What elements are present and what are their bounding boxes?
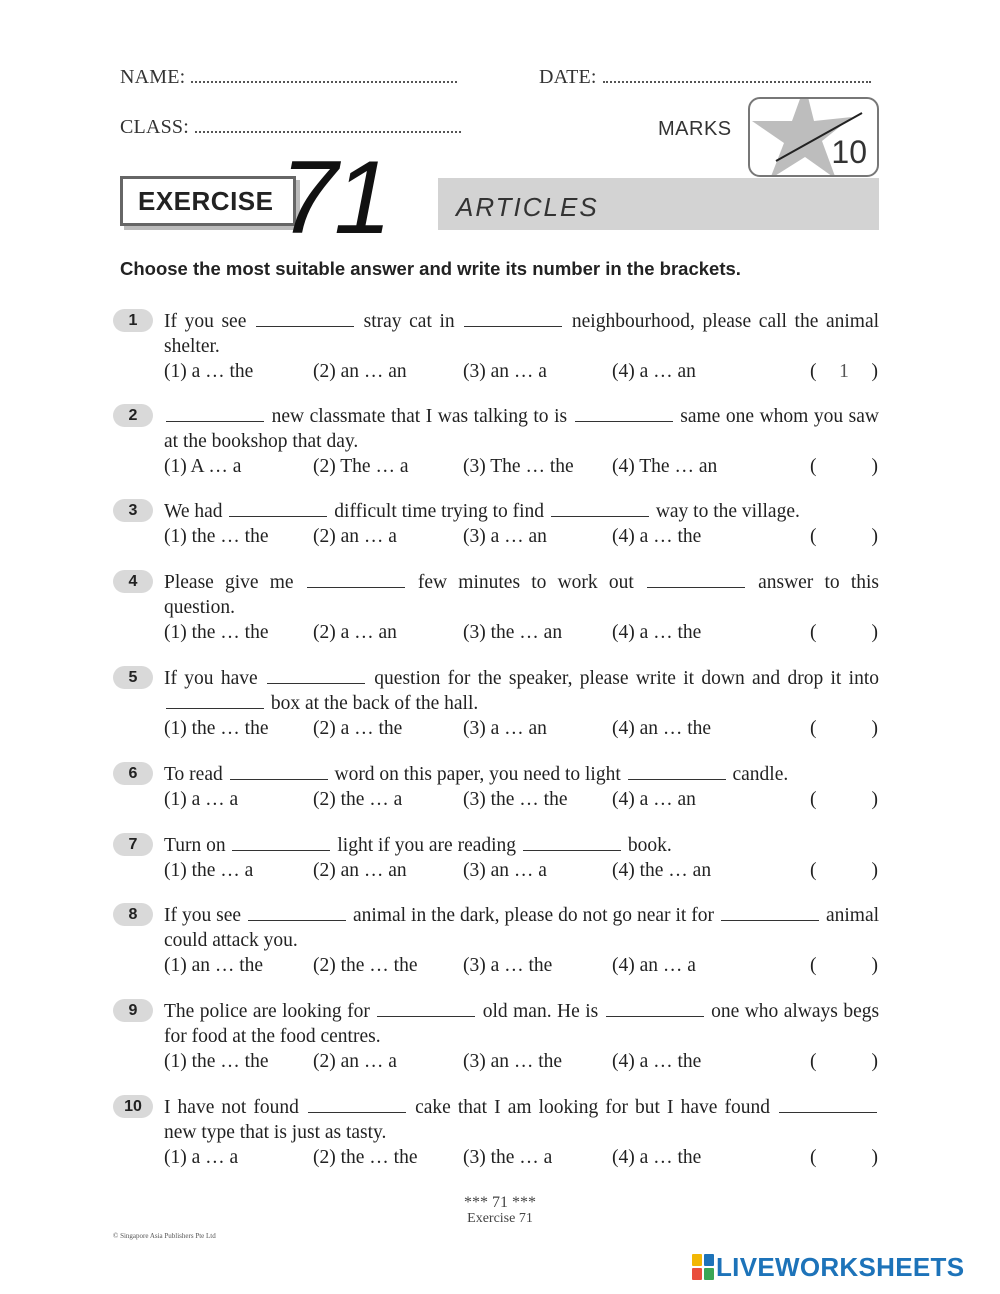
question-text: The police are looking for old man. He is one who always begs for food at the food centres.: [164, 1001, 880, 1047]
question-number: 4: [113, 570, 153, 593]
option: (3) a … the: [463, 955, 553, 976]
answer-blank[interactable]: [229, 502, 327, 517]
option: (1) an … the: [164, 955, 264, 976]
name-label: NAME:: [120, 66, 186, 88]
question-text: new classmate that I was talking to is same one whom you saw at the bookshop that day.: [164, 406, 880, 452]
answer-blank[interactable]: [377, 1002, 475, 1017]
answer-blank[interactable]: [721, 906, 819, 921]
answer-blank[interactable]: [166, 694, 264, 709]
answer-blank[interactable]: [166, 407, 264, 422]
question-text: Turn on light if you are reading book.: [164, 835, 672, 856]
question-number: 1: [113, 309, 153, 332]
answer-blank[interactable]: [575, 407, 673, 422]
option: (2) The … a: [313, 456, 409, 477]
question-number: 6: [113, 762, 153, 785]
answer-blank[interactable]: [308, 1098, 406, 1113]
date-label: DATE:: [539, 66, 597, 88]
question-number: 5: [113, 666, 153, 689]
question: [113, 1095, 883, 1171]
answer-blank[interactable]: [256, 312, 354, 327]
page-number: *** 71 ***: [464, 1194, 536, 1211]
option: (1) the … the: [164, 526, 269, 547]
options-row: (1) the … the (2) an … a (3) an … the (4) a … the ( ): [164, 1049, 879, 1075]
answer-blank[interactable]: [232, 836, 330, 851]
exercise-label: EXERCISE: [138, 186, 274, 216]
option: (3) an … the: [463, 1051, 563, 1072]
option: (1) the … the: [164, 1051, 269, 1072]
exercise-number: 71: [280, 140, 388, 256]
class-label: CLASS:: [120, 116, 190, 138]
options-row: (1) a … a (2) the … the (3) the … a (4) a … the ( ): [164, 1145, 879, 1171]
option: (4) The … an: [612, 456, 718, 477]
question-text: To read word on this paper, you need to light candle.: [164, 764, 789, 785]
option: (4) an … the: [612, 718, 712, 739]
question-number: 2: [113, 404, 153, 427]
class-dotted-line: [195, 131, 461, 133]
liveworksheets-logo[interactable]: [692, 1252, 964, 1282]
option: (1) a … a: [164, 1147, 239, 1168]
options-row: (1) a … the (2) an … an (3) an … a (4) a … an ( 1 ): [164, 359, 879, 385]
question-number: 3: [113, 499, 153, 522]
options-row: (1) a … a (2) the … a (3) the … the (4) a … an ( ): [164, 787, 879, 813]
option: (3) The … the: [463, 456, 574, 477]
question: [113, 404, 883, 480]
option: (2) the … the: [313, 1147, 418, 1168]
options-row: (1) the … the (2) a … the (3) a … an (4) an … the ( ): [164, 716, 879, 742]
option: (3) an … a: [463, 860, 547, 881]
options-row: (1) an … the (2) the … the (3) a … the (4) an … a ( ): [164, 953, 879, 979]
option: (3) the … a: [463, 1147, 553, 1168]
option: (2) the … the: [313, 955, 418, 976]
icon-square: [704, 1268, 714, 1280]
option: (1) A … a: [164, 456, 242, 477]
option: (2) an … a: [313, 1051, 397, 1072]
answer-blank[interactable]: [248, 906, 346, 921]
option: (1) a … the: [164, 361, 254, 382]
option: (3) a … an: [463, 718, 547, 739]
question: [113, 570, 883, 646]
option: (4) a … the: [612, 1051, 702, 1072]
option: (2) a … the: [313, 718, 403, 739]
liveworksheets-wordmark: LIVEWORKSHEETS: [716, 1251, 965, 1282]
option: (2) an … a: [313, 526, 397, 547]
topic-title: ARTICLES: [456, 192, 599, 222]
options-row: (1) the … a (2) an … an (3) an … a (4) the … an ( ): [164, 858, 879, 884]
option: (3) the … the: [463, 789, 568, 810]
footer-exercise: Exercise 71: [467, 1211, 533, 1226]
option: (4) a … the: [612, 1147, 702, 1168]
options-row: (1) the … the (2) a … an (3) the … an (4) a … the ( ): [164, 620, 879, 646]
marks-box: [748, 97, 879, 177]
option: (1) the … a: [164, 860, 254, 881]
options-row: (1) A … a (2) The … a (3) The … the (4) The … an ( ): [164, 454, 879, 480]
option: (4) a … the: [612, 622, 702, 643]
question-number: 7: [113, 833, 153, 856]
answer-blank[interactable]: [551, 502, 649, 517]
question-text: If you see stray cat in neighbourhood, please call the animal shelter.: [164, 311, 880, 357]
answer-blank[interactable]: [606, 1002, 704, 1017]
question: [113, 999, 883, 1075]
answer-value[interactable]: 1: [839, 361, 849, 382]
option: (4) the … an: [612, 860, 712, 881]
option: (3) the … an: [463, 622, 563, 643]
question-number: 8: [113, 903, 153, 926]
answer-blank[interactable]: [230, 765, 328, 780]
marks-label: MARKS: [658, 118, 732, 140]
copyright: © Singapore Asia Publishers Pte Ltd: [113, 1232, 216, 1240]
answer-blank[interactable]: [307, 573, 405, 588]
name-dotted-line: [191, 81, 457, 83]
answer-blank[interactable]: [523, 836, 621, 851]
options-row: (1) the … the (2) an … a (3) a … an (4) a … the ( ): [164, 524, 879, 550]
option: (2) an … an: [313, 361, 407, 382]
option: (4) a … an: [612, 361, 696, 382]
question-text: If you see animal in the dark, please do not go near it for animal could attack you.: [164, 905, 880, 951]
question-number: 9: [113, 999, 153, 1022]
answer-blank[interactable]: [267, 669, 365, 684]
question-text: If you have question for the speaker, please write it down and drop it into box at the back of the hall.: [164, 668, 879, 714]
answer-blank[interactable]: [628, 765, 726, 780]
option: (4) an … a: [612, 955, 696, 976]
answer-blank[interactable]: [464, 312, 562, 327]
question: [113, 833, 883, 884]
liveworksheets-icon: [692, 1254, 714, 1280]
option: (2) the … a: [313, 789, 403, 810]
question: [113, 666, 883, 742]
answer-blank[interactable]: [779, 1098, 877, 1113]
icon-square: [704, 1254, 714, 1266]
date-field: [539, 66, 871, 89]
question-text: Please give me few minutes to work out answer to this question.: [164, 572, 879, 618]
option: (1) the … the: [164, 622, 269, 643]
question-text: We had difficult time trying to find way to the village.: [164, 501, 800, 522]
question-number: 10: [113, 1095, 153, 1118]
icon-square: [692, 1254, 702, 1266]
icon-square: [692, 1268, 702, 1280]
question: [113, 762, 883, 813]
option: (1) the … the: [164, 718, 269, 739]
date-dotted-line: [603, 81, 871, 83]
question-text: I have not found cake that I am looking for but I have found new type that is just as tasty.: [164, 1095, 879, 1145]
option: (2) an … an: [313, 860, 407, 881]
marks-total: 10: [831, 134, 867, 170]
option: (3) an … a: [463, 361, 547, 382]
option: (4) a … an: [612, 789, 696, 810]
option: (1) a … a: [164, 789, 239, 810]
question: [113, 903, 883, 979]
option: (2) a … an: [313, 622, 397, 643]
option: (3) a … an: [463, 526, 547, 547]
question: [113, 309, 883, 385]
name-field: [120, 66, 457, 89]
instructions: Choose the most suitable answer and write its number in the brackets.: [120, 258, 741, 279]
option: (4) a … the: [612, 526, 702, 547]
answer-blank[interactable]: [647, 573, 745, 588]
class-field: [120, 116, 461, 139]
question: [113, 499, 883, 550]
